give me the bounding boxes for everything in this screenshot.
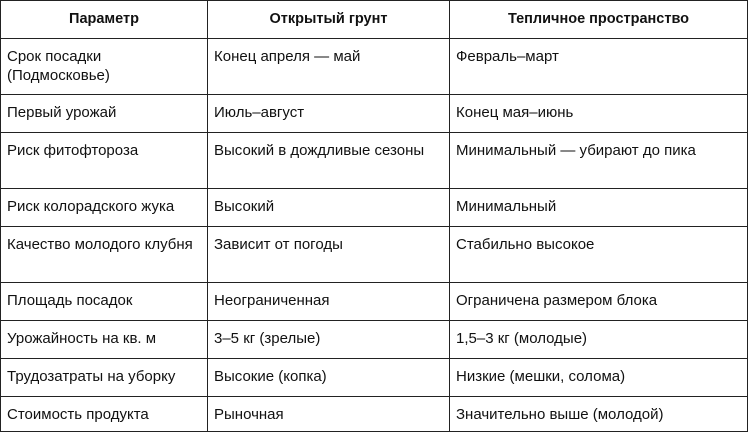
cell-greenhouse: Значительно выше (молодой) (450, 397, 748, 432)
cell-open-ground: Июль–август (208, 95, 450, 133)
table-row (1, 397, 748, 432)
cell-parameter: Риск фитофтороза (1, 133, 208, 189)
cell-parameter: Трудозатраты на уборку (1, 359, 208, 397)
cell-greenhouse: Конец мая–июнь (450, 95, 748, 133)
cell-parameter: Срок посадки (Подмосковье) (1, 39, 208, 95)
cell-greenhouse: Февраль–март (450, 39, 748, 95)
cell-open-ground: Высокие (копка) (208, 359, 450, 397)
table-row (1, 189, 748, 227)
cell-parameter: Качество молодого клубня (1, 227, 208, 283)
cell-greenhouse: Ограничена размером блока (450, 283, 748, 321)
cell-open-ground: Неограниченная (208, 283, 450, 321)
table-row (1, 359, 748, 397)
cell-open-ground: Конец апреля — май (208, 39, 450, 95)
table-row (1, 133, 748, 189)
cell-parameter: Стоимость продукта (1, 397, 208, 432)
cell-greenhouse: Низкие (мешки, солома) (450, 359, 748, 397)
header-open-ground: Открытый грунт (208, 1, 450, 39)
cell-open-ground: Высокий (208, 189, 450, 227)
header-greenhouse: Тепличное пространство (450, 1, 748, 39)
header-row (1, 1, 748, 39)
cell-parameter: Риск колорадского жука (1, 189, 208, 227)
table-row (1, 227, 748, 283)
cell-parameter: Урожайность на кв. м (1, 321, 208, 359)
cell-open-ground: Высокий в дождливые сезоны (208, 133, 450, 189)
cell-open-ground: 3–5 кг (зрелые) (208, 321, 450, 359)
table-row (1, 283, 748, 321)
cell-parameter: Площадь посадок (1, 283, 208, 321)
cell-open-ground: Рыночная (208, 397, 450, 432)
cell-open-ground: Зависит от погоды (208, 227, 450, 283)
cell-greenhouse: Минимальный — убирают до пика (450, 133, 748, 189)
table-row (1, 321, 748, 359)
table-row (1, 95, 748, 133)
header-parameter: Параметр (1, 1, 208, 39)
cell-greenhouse: 1,5–3 кг (молодые) (450, 321, 748, 359)
cell-parameter: Первый урожай (1, 95, 208, 133)
cell-greenhouse: Минимальный (450, 189, 748, 227)
cell-greenhouse: Стабильно высокое (450, 227, 748, 283)
table-row (1, 39, 748, 95)
